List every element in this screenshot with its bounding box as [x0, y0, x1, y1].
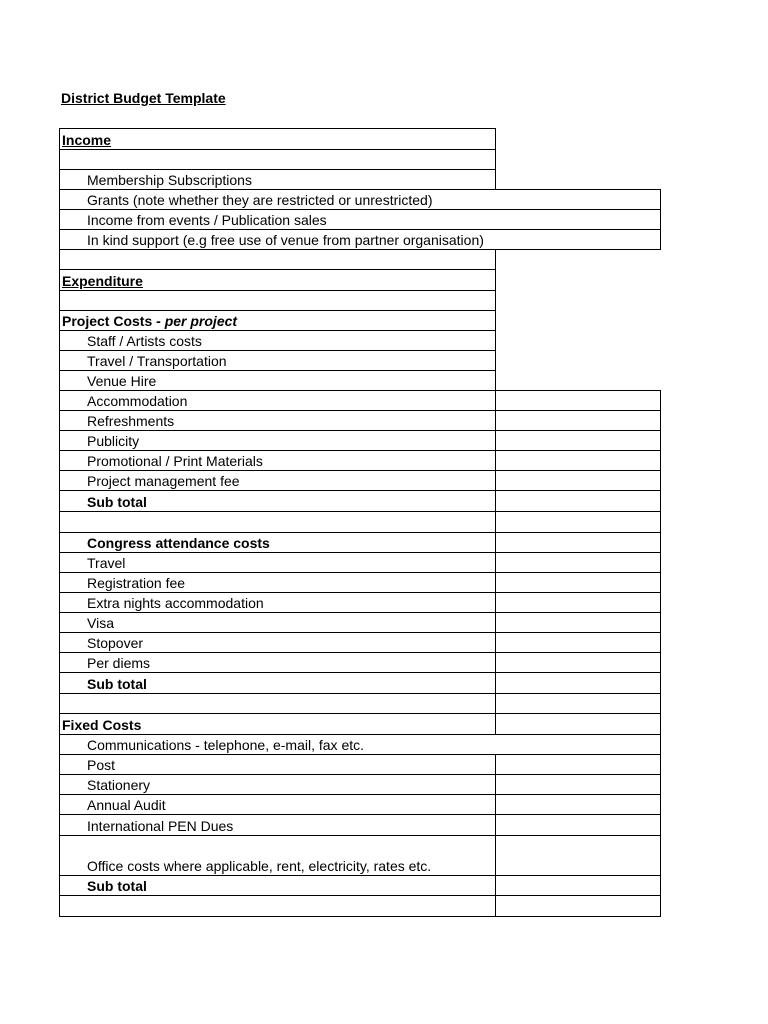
project-cost-item: Travel / Transportation: [59, 350, 496, 371]
amount-cell[interactable]: [495, 450, 661, 471]
amount-cell[interactable]: [495, 490, 661, 512]
project-cost-item: Project management fee: [59, 470, 496, 491]
blank-row: [59, 895, 496, 917]
blank-row: [59, 511, 496, 533]
document-title: District Budget Template: [61, 90, 226, 106]
congress-heading: Congress attendance costs: [59, 532, 496, 553]
amount-cell[interactable]: [495, 672, 661, 694]
fixed-cost-item: Annual Audit: [59, 794, 496, 815]
congress-subtotal: Sub total: [59, 672, 496, 694]
amount-cell[interactable]: [495, 572, 661, 593]
amount-cell[interactable]: [495, 592, 661, 613]
amount-cell[interactable]: [495, 754, 661, 775]
amount-cell[interactable]: [495, 693, 661, 714]
amount-cell[interactable]: [495, 390, 661, 411]
congress-cost-item: Per diems: [59, 652, 496, 673]
fixed-cost-item: Post: [59, 754, 496, 775]
income-item: Income from events / Publication sales: [59, 209, 661, 230]
amount-cell[interactable]: [495, 410, 661, 431]
blank-row: [59, 290, 496, 311]
amount-cell[interactable]: [495, 532, 661, 553]
amount-cell[interactable]: [495, 814, 661, 836]
amount-cell[interactable]: [495, 552, 661, 573]
project-cost-item: Accommodation: [59, 390, 496, 411]
project-cost-item: Publicity: [59, 430, 496, 451]
project-cost-item: Refreshments: [59, 410, 496, 431]
amount-cell[interactable]: [495, 835, 661, 876]
amount-cell[interactable]: [495, 713, 661, 735]
income-heading: Income: [59, 128, 496, 150]
income-item: Grants (note whether they are restricted or unrestricted): [59, 189, 661, 210]
project-costs-qualifier: per project: [164, 313, 238, 329]
amount-cell[interactable]: [495, 511, 661, 533]
congress-cost-item: Stopover: [59, 632, 496, 653]
congress-cost-item: Travel: [59, 552, 496, 573]
income-item: In kind support (e.g free use of venue from partner organisation): [59, 229, 661, 250]
expenditure-heading: Expenditure: [59, 269, 496, 291]
fixed-costs-heading: Fixed Costs: [59, 713, 496, 735]
amount-cell[interactable]: [495, 470, 661, 491]
blank-row: [59, 249, 496, 270]
fixed-subtotal: Sub total: [59, 875, 496, 896]
congress-cost-item: Extra nights accommodation: [59, 592, 496, 613]
amount-cell[interactable]: [495, 430, 661, 451]
project-cost-item: Venue Hire: [59, 370, 496, 391]
amount-cell[interactable]: [495, 612, 661, 633]
project-subtotal: Sub total: [59, 490, 496, 512]
project-cost-item: Staff / Artists costs: [59, 330, 496, 351]
fixed-cost-item: Office costs where applicable, rent, electricity, rates etc.: [59, 835, 496, 876]
fixed-cost-item: International PEN Dues: [59, 814, 496, 836]
amount-cell[interactable]: [495, 895, 661, 917]
project-cost-item: Promotional / Print Materials: [59, 450, 496, 471]
income-item: Membership Subscriptions: [59, 169, 496, 190]
blank-row: [59, 149, 496, 170]
fixed-cost-item: Communications - telephone, e-mail, fax etc.: [59, 734, 661, 755]
congress-cost-item: Visa: [59, 612, 496, 633]
project-costs-heading: [59, 310, 496, 331]
project-costs-label: Project Costs -: [62, 313, 165, 329]
amount-cell[interactable]: [495, 794, 661, 815]
fixed-cost-item: Stationery: [59, 774, 496, 795]
congress-cost-item: Registration fee: [59, 572, 496, 593]
amount-cell[interactable]: [495, 632, 661, 653]
amount-cell[interactable]: [495, 774, 661, 795]
amount-cell[interactable]: [495, 652, 661, 673]
blank-row: [59, 693, 496, 714]
amount-cell[interactable]: [495, 875, 661, 896]
